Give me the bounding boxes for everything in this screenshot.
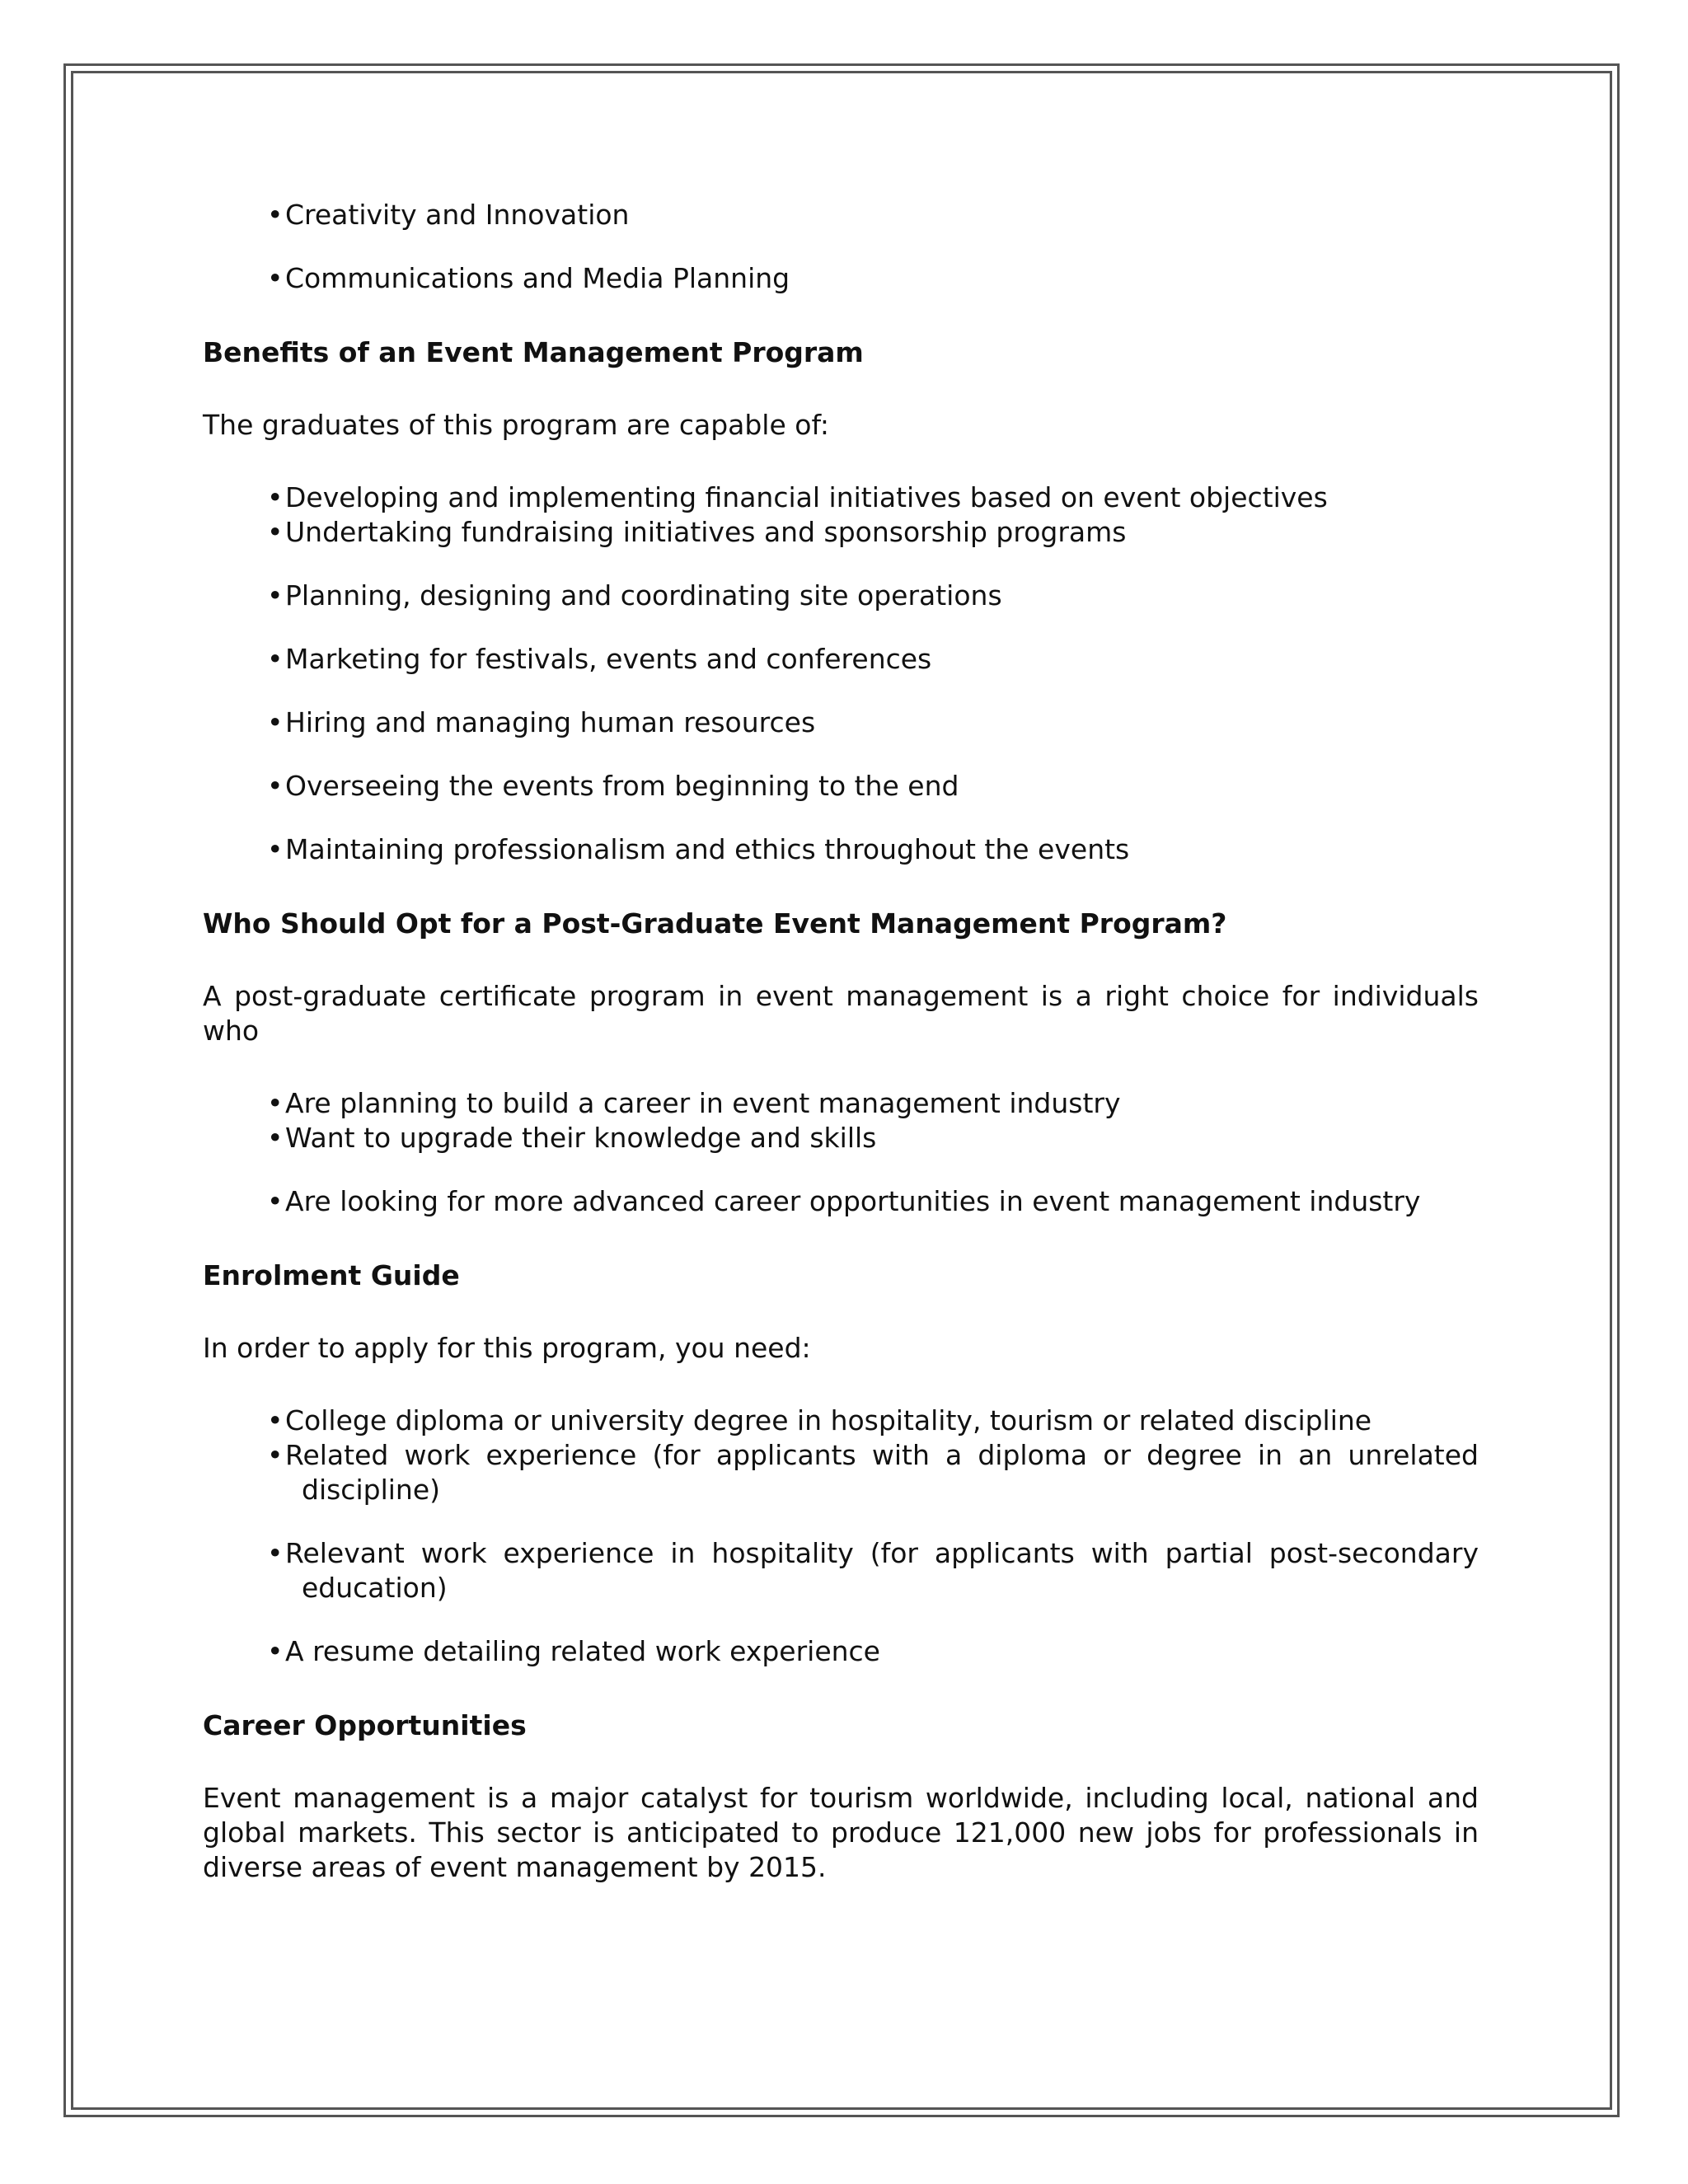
list-item: • Are looking for more advanced career opportunities in event management industry [203, 1184, 1479, 1219]
who-intro: A post-graduate certificate program in event management is a right choice for individuals who [203, 980, 1479, 1047]
enrolment-intro: In order to apply for this program, you need: [203, 1332, 811, 1364]
list-item: • Developing and implementing financial initiatives based on event objectives [203, 480, 1479, 515]
career-heading: Career Opportunities [203, 1709, 527, 1741]
list-item: • Related work experience (for applicants with a diploma or degree in an unrelated discipline) [203, 1438, 1479, 1507]
list-item: • Creativity and Innovation [203, 198, 1479, 232]
who-list [203, 1086, 1479, 1219]
document-body [203, 198, 1479, 1885]
list-item: • Undertaking fundraising initiatives and sponsorship programs [203, 515, 1479, 550]
list-item: • Maintaining professionalism and ethics throughout the events [203, 832, 1479, 867]
list-item: • College diploma or university degree in hospitality, tourism or related discipline [203, 1404, 1479, 1438]
career-paragraph: Event management is a major catalyst for tourism worldwide, including local, national and global markets. This sector is anticipated to produce 121,000 new jobs for professionals in diverse areas of event management by 2015. [203, 1782, 1479, 1883]
list-item: • Communications and Media Planning [203, 261, 1479, 296]
who-heading: Who Should Opt for a Post-Graduate Event Management Program? [203, 907, 1227, 940]
list-item: • Planning, designing and coordinating site operations [203, 579, 1479, 613]
list-item: • Hiring and managing human resources [203, 705, 1479, 740]
top-bullet-list [203, 198, 1479, 296]
list-item: • Marketing for festivals, events and conferences [203, 642, 1479, 677]
benefits-list [203, 480, 1479, 867]
list-item: • Overseeing the events from beginning to the end [203, 769, 1479, 804]
list-item: • A resume detailing related work experience [203, 1634, 1479, 1669]
enrolment-heading: Enrolment Guide [203, 1259, 460, 1291]
benefits-intro: The graduates of this program are capable of: [203, 409, 830, 441]
list-item: • Want to upgrade their knowledge and skills [203, 1121, 1479, 1155]
benefits-heading: Benefits of an Event Management Program [203, 336, 864, 368]
enrolment-list [203, 1404, 1479, 1669]
list-item: • Relevant work experience in hospitality (for applicants with partial post-secondary education) [203, 1536, 1479, 1605]
list-item: • Are planning to build a career in event management industry [203, 1086, 1479, 1121]
